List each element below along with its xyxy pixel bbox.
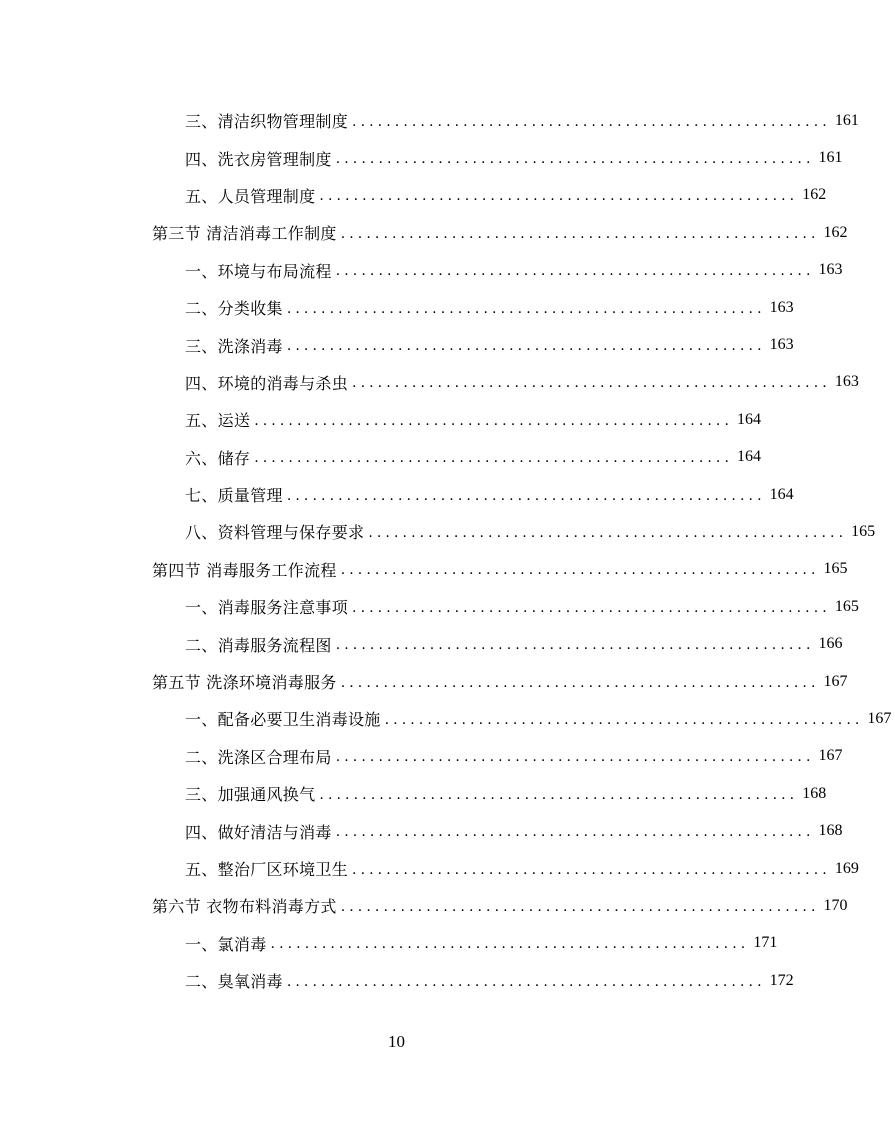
toc-dot-leader: ........................................................ — [352, 861, 831, 878]
toc-dot-leader: ........................................................ — [352, 113, 831, 130]
toc-subsection-entry[interactable] — [0, 513, 876, 550]
toc-dot-leader: ........................................................ — [340, 225, 820, 242]
toc-section-entry[interactable] — [0, 663, 848, 700]
toc-entry-page: 168 — [818, 822, 843, 840]
toc-subsection-entry[interactable] — [0, 625, 843, 662]
table-of-contents — [0, 102, 892, 999]
toc-subsection-entry[interactable] — [0, 925, 793, 962]
toc-entry-page: 165 — [823, 560, 848, 578]
toc-section-entry[interactable] — [0, 214, 848, 251]
toc-entry-label: 一、消毒服务注意事项 — [185, 598, 349, 618]
toc-entry-page: 162 — [823, 223, 848, 241]
toc-entry-page: 169 — [834, 859, 859, 877]
toc-entry-label: 二、臭氧消毒 — [185, 972, 283, 992]
toc-entry-page: 167 — [823, 672, 848, 690]
toc-entry-page: 168 — [802, 784, 827, 802]
toc-dot-leader: ........................................................ — [286, 338, 766, 355]
toc-subsection-entry[interactable] — [0, 364, 859, 401]
toc-subsection-entry[interactable] — [0, 812, 843, 849]
toc-entry-page: 170 — [823, 896, 848, 914]
toc-entry-label: 一、配备必要卫生消毒设施 — [185, 710, 381, 730]
toc-entry-page: 162 — [802, 186, 827, 204]
toc-entry-page: 163 — [818, 261, 843, 279]
toc-dot-leader: ........................................................ — [270, 936, 750, 953]
toc-entry-page: 166 — [818, 635, 843, 653]
toc-entry-label: 四、洗衣房管理制度 — [185, 149, 332, 169]
toc-entry-page: 167 — [867, 709, 892, 727]
toc-dot-leader: ........................................................ — [340, 562, 820, 579]
toc-subsection-entry[interactable] — [0, 289, 793, 326]
toc-entry-label: 五、人员管理制度 — [185, 186, 316, 206]
toc-entry-page: 171 — [753, 934, 778, 952]
toc-entry-label: 第三节 清洁消毒工作制度 — [152, 224, 337, 244]
toc-entry-page: 165 — [851, 522, 876, 540]
toc-entry-label: 三、清洁织物管理制度 — [185, 112, 349, 132]
toc-entry-label: 第五节 洗涤环境消毒服务 — [152, 673, 337, 693]
toc-subsection-entry[interactable] — [0, 588, 859, 625]
toc-subsection-entry[interactable] — [0, 252, 843, 289]
toc-subsection-entry[interactable] — [0, 326, 793, 363]
toc-dot-leader: ........................................................ — [335, 824, 815, 841]
toc-entry-page: 161 — [834, 111, 859, 129]
toc-subsection-entry[interactable] — [0, 102, 859, 139]
toc-subsection-entry[interactable] — [0, 476, 793, 513]
toc-dot-leader: ........................................................ — [352, 375, 831, 392]
toc-entry-label: 二、消毒服务流程图 — [185, 635, 332, 655]
toc-entry-page: 164 — [737, 448, 762, 466]
toc-entry-label: 四、环境的消毒与杀虫 — [185, 373, 349, 393]
toc-dot-leader: ........................................................ — [335, 637, 815, 654]
toc-entry-label: 二、分类收集 — [185, 299, 283, 319]
toc-subsection-entry[interactable] — [0, 139, 843, 176]
toc-subsection-entry[interactable] — [0, 700, 892, 737]
toc-entry-page: 163 — [769, 298, 794, 316]
toc-entry-label: 第六节 衣物布料消毒方式 — [152, 897, 337, 917]
toc-dot-leader: ........................................................ — [335, 263, 815, 280]
toc-dot-leader: ........................................................ — [335, 749, 815, 766]
toc-dot-leader: ........................................................ — [340, 674, 820, 691]
toc-dot-leader: ........................................................ — [286, 487, 766, 504]
toc-entry-label: 第四节 消毒服务工作流程 — [152, 560, 337, 580]
page-number: 10 — [388, 1032, 405, 1051]
toc-entry-page: 165 — [834, 597, 859, 615]
toc-entry-label: 八、资料管理与保存要求 — [185, 523, 365, 543]
toc-dot-leader: ........................................................ — [286, 300, 766, 317]
toc-subsection-entry[interactable] — [0, 401, 793, 438]
toc-entry-label: 二、洗涤区合理布局 — [185, 747, 332, 767]
toc-entry-label: 五、整治厂区环境卫生 — [185, 860, 349, 879]
toc-entry-label: 三、加强通风换气 — [185, 785, 316, 805]
toc-section-entry[interactable] — [0, 887, 848, 924]
toc-subsection-entry[interactable] — [0, 775, 827, 812]
toc-dot-leader: ........................................................ — [340, 898, 820, 915]
toc-entry-page: 164 — [737, 410, 762, 428]
toc-dot-leader: ........................................................ — [319, 188, 799, 205]
toc-section-entry[interactable] — [0, 551, 848, 588]
toc-entry-page: 167 — [818, 747, 843, 765]
toc-entry-page: 163 — [769, 336, 794, 354]
toc-entry-label: 一、氯消毒 — [185, 934, 267, 954]
toc-dot-leader: ........................................................ — [254, 412, 734, 429]
toc-entry-page: 172 — [769, 971, 794, 989]
toc-subsection-entry[interactable] — [0, 439, 793, 476]
toc-dot-leader: ........................................................ — [352, 599, 831, 616]
toc-subsection-entry[interactable] — [0, 850, 859, 887]
toc-dot-leader: ........................................................ — [254, 450, 734, 467]
toc-subsection-entry[interactable] — [0, 962, 793, 999]
toc-entry-label: 六、储存 — [185, 448, 251, 468]
toc-entry-label: 一、环境与布局流程 — [185, 261, 332, 281]
toc-entry-page: 161 — [818, 149, 843, 167]
toc-dot-leader: ........................................................ — [368, 524, 848, 541]
toc-dot-leader: ........................................................ — [335, 151, 815, 168]
toc-entry-label: 四、做好清洁与消毒 — [185, 822, 332, 842]
toc-dot-leader: ........................................................ — [286, 973, 766, 990]
toc-subsection-entry[interactable] — [0, 177, 827, 214]
toc-dot-leader: ........................................................ — [319, 786, 799, 803]
toc-entry-page: 163 — [834, 373, 859, 391]
toc-entry-page: 164 — [769, 485, 794, 503]
toc-entry-label: 三、洗涤消毒 — [185, 336, 283, 356]
toc-entry-label: 五、运送 — [185, 411, 251, 431]
toc-dot-leader: ........................................................ — [384, 711, 864, 728]
toc-subsection-entry[interactable] — [0, 738, 843, 775]
toc-entry-label: 七、质量管理 — [185, 486, 283, 506]
